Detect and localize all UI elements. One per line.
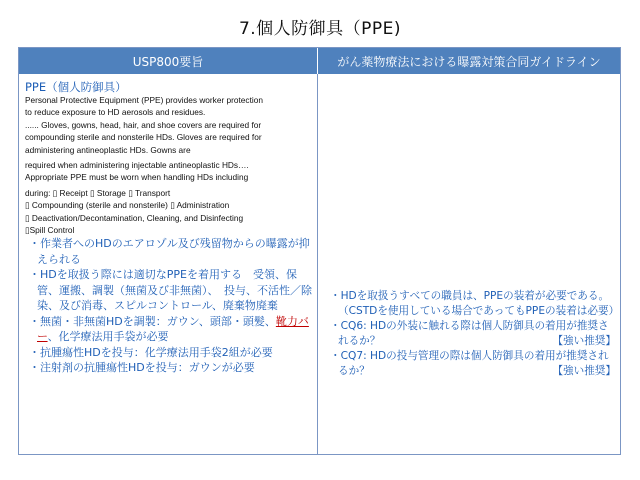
- guideline-list: [326, 289, 620, 379]
- guideline-cell: [318, 74, 620, 454]
- english-excerpt: [25, 94, 313, 236]
- english-line: compounding sterile and nonsterile HDs. Gloves are required for: [25, 132, 262, 143]
- english-line: administering antineoplastic HDs. Gowns are: [25, 144, 191, 155]
- english-line: during: ▯ Receipt ▯ Storage ▯ Transport: [25, 187, 171, 198]
- shoe-cover-highlight: 靴力バー: [37, 314, 309, 344]
- list-item-text: ・無菌・非無菌HDを調製：ガウン、頭部・頭髪、: [29, 314, 276, 328]
- english-line: ...... Gloves, gowns, head, hair, and shoe covers are required for: [25, 119, 262, 130]
- list-item-text: 、化学療法用手袋が必要: [47, 330, 169, 344]
- english-line: ▯ Compounding (sterile and nonsterile) ▯ Administration: [25, 200, 230, 211]
- english-line: Personal Protective Equipment (PPE) provides worker protection: [25, 95, 263, 105]
- list-item: [326, 349, 616, 379]
- list-item-text: ・CQ7: HDの投与管理の際は個人防御具の着用が推奨されるか？: [330, 350, 609, 377]
- list-item: [25, 314, 313, 345]
- list-item: ・注射剤の抗腫瘍性HDを投与：ガウンが必要: [29, 361, 255, 375]
- slide-title: 7.個人防御具（PPE): [238, 19, 402, 39]
- strong-recommendation-badge: 【強い推奨】: [552, 335, 616, 347]
- list-item-text: ・CQ6: HDの外装に触れる際は個人防御具の着用が推奨されるか？: [330, 320, 609, 347]
- english-line: required when administering injectable antineoplastic HDs….: [25, 160, 249, 171]
- header-usp800: USP800要旨: [19, 48, 318, 74]
- usp800-summary-list: [25, 236, 313, 376]
- list-item: ・抗腫瘍性HDを投与：化学療法用手袋2組が必要: [29, 345, 273, 359]
- comparison-table: [18, 47, 621, 455]
- list-item: [326, 289, 620, 319]
- list-item: ・HDを取扱う際には適切なPPEを着用する 受領、保管、運搬、調製（無菌及び非無菌）、 投与、不活性／除染、及び消毒、スピルコントロール、廃棄物廃棄: [29, 268, 312, 313]
- table-header-row: [19, 48, 620, 74]
- english-line: to reduce exposure to HD aerosols and residues.: [25, 107, 206, 118]
- strong-recommendation-badge: 【強い推奨】: [552, 365, 616, 377]
- header-guideline: がん薬物療法における曝露対策合同ガイドライン: [318, 48, 620, 74]
- english-line: ▯ Deactivation/Decontamination, Cleaning, and Disinfecting: [25, 212, 244, 223]
- ppe-heading: PPE（個人防御具）: [25, 80, 127, 94]
- list-item-text: ・HDを取扱うすべての職員は、PPEの装着が必要である。（CSTDを使用している場合であってもPPEの装着は必要）: [330, 290, 620, 317]
- english-line: Appropriate PPE must be worn when handling HDs including: [25, 172, 249, 183]
- list-item: [326, 319, 616, 349]
- list-item: ・作業者へのHDのエアロゾル及び残留物からの曝露が抑えられる: [29, 237, 310, 266]
- table-body-row: [19, 74, 620, 454]
- english-line: ▯Spill Control: [25, 225, 75, 236]
- usp800-cell: [19, 74, 318, 454]
